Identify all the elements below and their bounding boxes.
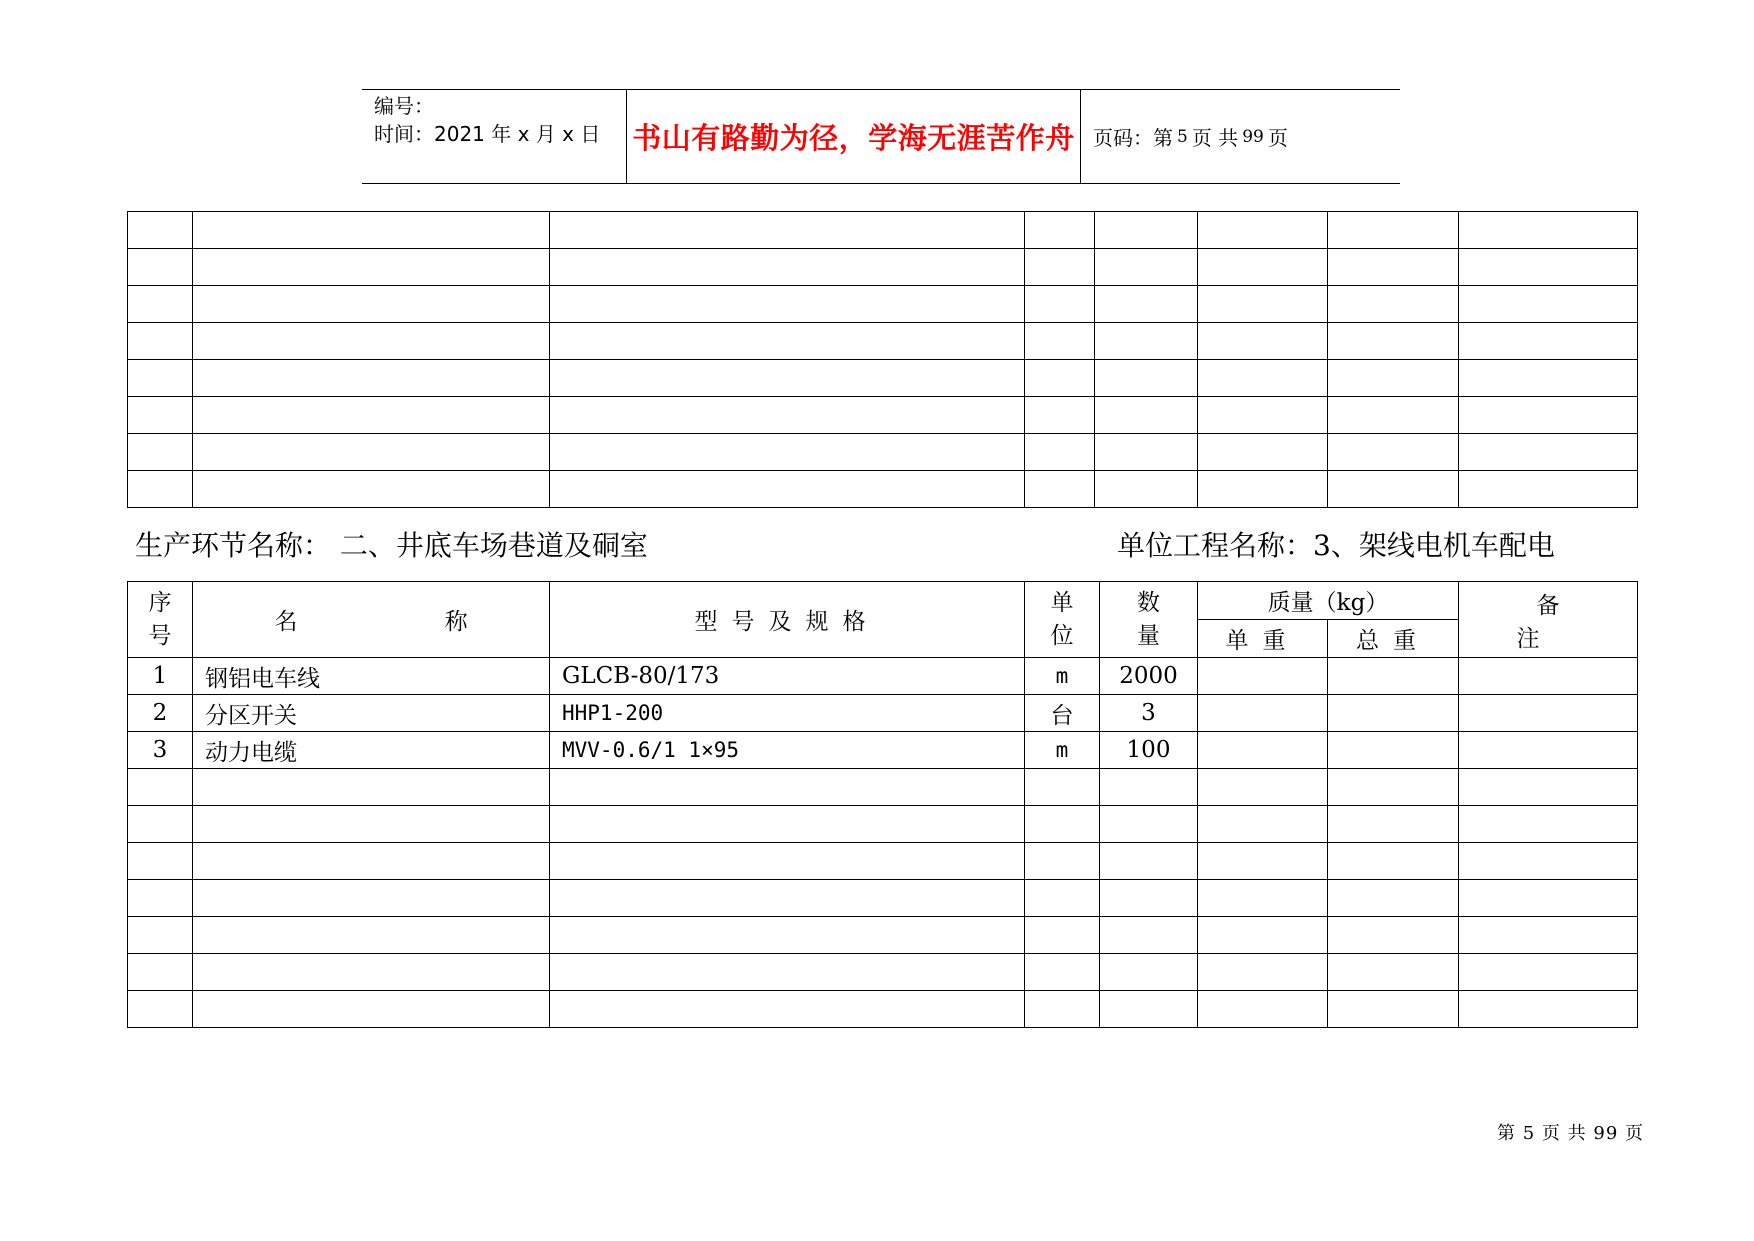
empty-cell bbox=[1328, 843, 1459, 880]
header-unit-weight bbox=[1198, 620, 1328, 658]
empty-cell bbox=[1100, 917, 1198, 954]
empty-cell bbox=[1025, 769, 1100, 806]
empty-cell bbox=[193, 212, 550, 249]
continuation-table bbox=[127, 211, 1638, 508]
empty-cell bbox=[1198, 769, 1328, 806]
empty-cell bbox=[193, 360, 550, 397]
empty-cell bbox=[128, 917, 193, 954]
empty-cell bbox=[1459, 880, 1638, 917]
header-spec bbox=[550, 582, 1025, 658]
empty-cell bbox=[128, 360, 193, 397]
time-label: 时间：2021 年 x 月 x 日 bbox=[374, 122, 601, 146]
row-spec: GLCB-80/173 bbox=[550, 658, 1025, 695]
empty-cell bbox=[128, 991, 193, 1028]
empty-row bbox=[128, 806, 1638, 843]
empty-cell bbox=[128, 806, 193, 843]
empty-cell bbox=[1100, 769, 1198, 806]
empty-cell bbox=[1459, 286, 1638, 323]
empty-cell bbox=[1100, 806, 1198, 843]
header-remark-label: 备 注 bbox=[1516, 592, 1600, 652]
empty-cell bbox=[1025, 323, 1095, 360]
empty-cell bbox=[1198, 286, 1328, 323]
empty-cell bbox=[1100, 880, 1198, 917]
page-number: 5 bbox=[1177, 126, 1188, 147]
empty-cell bbox=[1459, 249, 1638, 286]
empty-cell bbox=[1100, 954, 1198, 991]
header-name-label: 名 称 bbox=[274, 609, 538, 635]
empty-cell bbox=[1459, 806, 1638, 843]
page-total: 99 bbox=[1242, 126, 1264, 147]
row-name: 分区开关 bbox=[193, 695, 550, 732]
empty-cell bbox=[128, 249, 193, 286]
empty-cell bbox=[1459, 954, 1638, 991]
empty-cell bbox=[1328, 323, 1459, 360]
empty-row bbox=[128, 249, 1638, 286]
empty-cell bbox=[550, 991, 1025, 1028]
header-remark bbox=[1459, 582, 1638, 658]
header-unit-line2: 位 bbox=[1050, 622, 1074, 649]
empty-cell bbox=[1198, 917, 1328, 954]
row-spec: HHP1-200 bbox=[550, 695, 1025, 732]
empty-cell bbox=[550, 323, 1025, 360]
row-total-weight bbox=[1328, 732, 1459, 769]
empty-row bbox=[128, 286, 1638, 323]
empty-row bbox=[128, 954, 1638, 991]
empty-cell bbox=[193, 323, 550, 360]
empty-cell bbox=[1328, 991, 1459, 1028]
empty-cell bbox=[1198, 843, 1328, 880]
empty-cell bbox=[1459, 360, 1638, 397]
empty-cell bbox=[193, 397, 550, 434]
empty-row bbox=[128, 880, 1638, 917]
empty-cell bbox=[1328, 397, 1459, 434]
empty-cell bbox=[1198, 249, 1328, 286]
empty-cell bbox=[193, 769, 550, 806]
row-unit-weight bbox=[1198, 732, 1328, 769]
empty-cell bbox=[1095, 286, 1198, 323]
row-remark bbox=[1459, 658, 1638, 695]
row-unit-weight bbox=[1198, 695, 1328, 732]
empty-cell bbox=[1025, 806, 1100, 843]
empty-row bbox=[128, 843, 1638, 880]
table-row bbox=[128, 695, 1638, 732]
header-mass: 质量（kg） bbox=[1198, 582, 1459, 620]
empty-row bbox=[128, 323, 1638, 360]
empty-cell bbox=[1328, 360, 1459, 397]
empty-cell bbox=[1459, 323, 1638, 360]
header-total-weight bbox=[1328, 620, 1459, 658]
empty-row bbox=[128, 434, 1638, 471]
page-mid-label: 页 共 bbox=[1191, 126, 1239, 150]
empty-cell bbox=[1459, 769, 1638, 806]
empty-cell bbox=[1328, 471, 1459, 508]
header-spec-label: 型号及规格 bbox=[694, 609, 880, 635]
header-qty-line2: 量 bbox=[1137, 622, 1160, 649]
empty-cell bbox=[193, 843, 550, 880]
empty-cell bbox=[1328, 880, 1459, 917]
empty-cell bbox=[193, 434, 550, 471]
row-unit: m bbox=[1025, 732, 1100, 769]
empty-row bbox=[128, 212, 1638, 249]
empty-cell bbox=[1459, 212, 1638, 249]
empty-cell bbox=[1025, 880, 1100, 917]
empty-cell bbox=[550, 769, 1025, 806]
empty-cell bbox=[1198, 212, 1328, 249]
empty-cell bbox=[550, 880, 1025, 917]
empty-cell bbox=[1328, 769, 1459, 806]
empty-cell bbox=[128, 397, 193, 434]
empty-cell bbox=[1328, 434, 1459, 471]
row-seq: 2 bbox=[128, 695, 193, 732]
empty-cell bbox=[1025, 471, 1095, 508]
empty-cell bbox=[1459, 434, 1638, 471]
empty-row bbox=[128, 917, 1638, 954]
empty-cell bbox=[128, 954, 193, 991]
header-motto: 书山有路勤为径，学海无涯苦作舟 bbox=[627, 90, 1081, 183]
empty-cell bbox=[1198, 954, 1328, 991]
empty-cell bbox=[1095, 249, 1198, 286]
production-section-title: 生产环节名称： 二、井底车场巷道及硐室 bbox=[135, 529, 648, 562]
empty-cell bbox=[193, 249, 550, 286]
row-qty: 2000 bbox=[1100, 658, 1198, 695]
empty-row bbox=[128, 769, 1638, 806]
row-qty: 100 bbox=[1100, 732, 1198, 769]
empty-cell bbox=[128, 843, 193, 880]
row-qty: 3 bbox=[1100, 695, 1198, 732]
empty-cell bbox=[1025, 843, 1100, 880]
empty-cell bbox=[1100, 843, 1198, 880]
empty-cell bbox=[193, 954, 550, 991]
empty-cell bbox=[550, 471, 1025, 508]
empty-cell bbox=[1459, 471, 1638, 508]
empty-cell bbox=[1095, 397, 1198, 434]
empty-cell bbox=[550, 212, 1025, 249]
empty-row bbox=[128, 360, 1638, 397]
empty-cell bbox=[1328, 954, 1459, 991]
empty-cell bbox=[1095, 471, 1198, 508]
empty-cell bbox=[1025, 434, 1095, 471]
empty-cell bbox=[550, 286, 1025, 323]
empty-cell bbox=[1459, 843, 1638, 880]
row-name: 动力电缆 bbox=[193, 732, 550, 769]
row-seq: 3 bbox=[128, 732, 193, 769]
page-footer: 第 5 页 共 99 页 bbox=[1497, 1123, 1644, 1144]
header-seq bbox=[128, 582, 193, 658]
empty-cell bbox=[1198, 397, 1328, 434]
empty-cell bbox=[1100, 991, 1198, 1028]
page-end-label: 页 bbox=[1267, 126, 1288, 150]
empty-cell bbox=[550, 249, 1025, 286]
empty-cell bbox=[128, 471, 193, 508]
empty-cell bbox=[1198, 806, 1328, 843]
empty-cell bbox=[1459, 917, 1638, 954]
empty-cell bbox=[1328, 249, 1459, 286]
empty-cell bbox=[1025, 397, 1095, 434]
row-seq: 1 bbox=[128, 658, 193, 695]
empty-cell bbox=[1025, 954, 1100, 991]
row-remark bbox=[1459, 732, 1638, 769]
empty-cell bbox=[1328, 212, 1459, 249]
empty-cell bbox=[1328, 917, 1459, 954]
empty-cell bbox=[1025, 991, 1100, 1028]
empty-cell bbox=[1095, 323, 1198, 360]
empty-cell bbox=[128, 286, 193, 323]
empty-cell bbox=[1459, 991, 1638, 1028]
row-unit: m bbox=[1025, 658, 1100, 695]
empty-cell bbox=[193, 917, 550, 954]
empty-cell bbox=[1198, 880, 1328, 917]
row-name: 钢铝电车线 bbox=[193, 658, 550, 695]
page-label: 页码：第 bbox=[1093, 126, 1173, 150]
serial-label: 编号： bbox=[374, 94, 434, 118]
equipment-table bbox=[127, 581, 1638, 1028]
empty-cell bbox=[1095, 360, 1198, 397]
row-unit-weight bbox=[1198, 658, 1328, 695]
empty-cell bbox=[550, 843, 1025, 880]
header-info-cell bbox=[362, 90, 627, 183]
header-qty bbox=[1100, 582, 1198, 658]
empty-cell bbox=[1328, 286, 1459, 323]
empty-row bbox=[128, 991, 1638, 1028]
empty-cell bbox=[128, 323, 193, 360]
empty-cell bbox=[1095, 212, 1198, 249]
empty-cell bbox=[550, 917, 1025, 954]
empty-cell bbox=[193, 286, 550, 323]
row-total-weight bbox=[1328, 695, 1459, 732]
header-qty-line1: 数 bbox=[1137, 589, 1160, 616]
empty-cell bbox=[193, 806, 550, 843]
empty-cell bbox=[1198, 323, 1328, 360]
empty-cell bbox=[1025, 917, 1100, 954]
header-page-cell bbox=[1081, 90, 1400, 183]
header-name bbox=[193, 582, 550, 658]
empty-cell bbox=[128, 880, 193, 917]
row-remark bbox=[1459, 695, 1638, 732]
empty-cell bbox=[1025, 360, 1095, 397]
empty-cell bbox=[1198, 360, 1328, 397]
empty-cell bbox=[128, 769, 193, 806]
empty-cell bbox=[128, 434, 193, 471]
empty-cell bbox=[550, 806, 1025, 843]
empty-cell bbox=[1459, 397, 1638, 434]
empty-cell bbox=[1198, 471, 1328, 508]
page-header bbox=[362, 89, 1400, 184]
empty-cell bbox=[1025, 212, 1095, 249]
empty-cell bbox=[1198, 991, 1328, 1028]
header-seq-line1: 序 bbox=[148, 589, 172, 616]
empty-cell bbox=[193, 880, 550, 917]
row-spec: MVV-0.6/1 1×95 bbox=[550, 732, 1025, 769]
table-row bbox=[128, 658, 1638, 695]
table-row bbox=[128, 732, 1638, 769]
header-unit-weight-label: 单重 bbox=[1225, 628, 1300, 654]
empty-cell bbox=[550, 434, 1025, 471]
row-unit: 台 bbox=[1025, 695, 1100, 732]
header-seq-line2: 号 bbox=[148, 622, 172, 649]
unit-project-title: 单位工程名称：3、架线电机车配电 bbox=[1117, 529, 1555, 562]
row-total-weight bbox=[1328, 658, 1459, 695]
header-unit bbox=[1025, 582, 1100, 658]
empty-cell bbox=[193, 991, 550, 1028]
header-total-weight-label: 总重 bbox=[1356, 628, 1430, 654]
header-unit-line1: 单 bbox=[1050, 589, 1074, 616]
empty-cell bbox=[550, 397, 1025, 434]
empty-cell bbox=[1198, 434, 1328, 471]
empty-cell bbox=[550, 360, 1025, 397]
empty-cell bbox=[1025, 249, 1095, 286]
empty-cell bbox=[1328, 806, 1459, 843]
table-header-row-1 bbox=[128, 582, 1638, 620]
empty-cell bbox=[1025, 286, 1095, 323]
empty-row bbox=[128, 397, 1638, 434]
empty-row bbox=[128, 471, 1638, 508]
empty-cell bbox=[1095, 434, 1198, 471]
empty-cell bbox=[128, 212, 193, 249]
empty-cell bbox=[193, 471, 550, 508]
empty-cell bbox=[550, 954, 1025, 991]
